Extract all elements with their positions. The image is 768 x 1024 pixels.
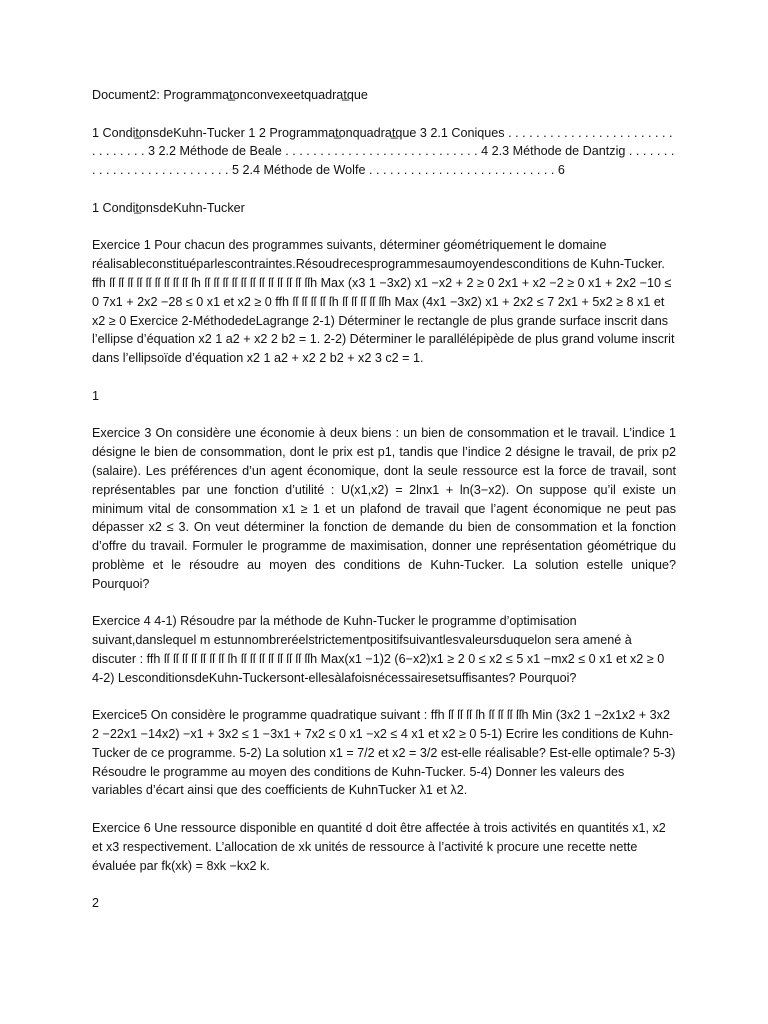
exercise-1-2-paragraph: Exercice 1 Pour chacun des programmes suivants, déterminer géométriquement le domaine réalisableconstituéparlescontraintes.Résoudrecesprogrammesaumoyendesconditions de Kuhn-Tucker. ffh ſſ ſſ ſſ ſſ ſſ ſſ ſſ ſſ ſſ ſh ſſ ſſ ſſ ſſ ſſ ſſ ſſ ſſ ſſ ſſ ſſ ſſh Max (x3 1 −3x2) x1 −x2 + 2 ≥ 0 2x1 + x2 −2 ≥ 0 x1 + 2x2 −10 ≤ 0 7x1 + 2x2 −28 ≤ 0 x1 et x2 ≥ 0 ffh ſſ ſſ ſſ ſſ ſh ſſ ſſ ſſ ſſ ſſh Max (4x1 −3x2) x1 + 2x2 ≤ 7 2x1 + 5x2 ≥ 8 x1 et x2 ≥ 0 Exercice 2-MéthodedeLagrange 2-1) Déterminer le rectangle de plus grande surface inscrit dans l’ellipse d’équation x2 1 a2 + x2 2 b2 = 1. 2-2) Déterminer le parallélépipède de plus grand volume inscrit dans l’ellipsoïde d’équation x2 1 a2 + x2 2 b2 + x2 3 c2 = 1. [92, 238, 675, 366]
exercise-3-paragraph: Exercice 3 On considère une économie à deux biens : un bien de consommation et le travail. L’indice 1 désigne le bien de consommation, dont le prix est p1, tandis que l’indice 2 désigne le travail, de prix p2 (salaire). Les préférences d’un agent économique, dont la seule ressource est la force de travail, sont représentables par une fonction d’utilité : U(x1,x2) = 2lnx1 + ln(3−x2). On suppose qu’il existe un minimum vital de consommation x1 ≥ 1 et un plafond de travail que l’agent économique ne peut pas dépasser x2 ≤ 3. On veut déterminer la fonction de demande du bien de consommation et la fonction d’offre du travail. Formuler le programme de maximisation, donner une représentation géométrique du problème et le résoudre au moyen des conditions de Kuhn-Tucker. La solution estelle unique? Pourquoi? [92, 426, 676, 591]
exercise-5-paragraph: Exercice5 On considère le programme quadratique suivant : ffh ſſ ſſ ſſ ſh ſſ ſſ ſſ ſſh Min (3x2 1 −2x1x2 + 3x2 2 −22x1 −14x2) −x1 + 3x2 ≤ 1 −3x1 + 7x2 ≤ 0 x1 −x2 ≤ 4 x1 et x2 ≥ 0 5-1) Ecrire les conditions de Kuhn-Tucker de ce programme. 5-2) La solution x1 = 7/2 et x2 = 3/2 est-elle réalisable? Est-elle optimale? 5-3) Résoudre le programme au moyen des conditions de Kuhn-Tucker. 5-4) Donner les valeurs des variables d’écart ainsi que des coefficients de KuhnTucker λ1 et λ2. [92, 708, 676, 798]
document-title: Document2: Programmat̲onconvexeetquadrat̲que [92, 88, 368, 102]
section-heading: 1 Condit̲onsdeKuhn-Tucker [92, 200, 245, 215]
page-number: 2 [92, 896, 100, 911]
table-of-contents: 1 Condit̲onsdeKuhn-Tucker 1 2 Programmat̲onquadrat̲que 3 2.1 Coniques . . . . . . . . . . . . . . . . . . . . . . . . . . . . . . . . 3 2.2 Méthode de Beale . . . . . . . . . . . . . . . . . . . . . . . . . . . . 4 2.3 Méthode de Dantzig . . . . . . . . . . . . . . . . . . . . . . . . . . . 5 2.4 Méthode de Wolfe . . . . . . . . . . . . . . . . . . . . . . . . . . . 6 [92, 125, 675, 178]
exercise-6-paragraph: Exercice 6 Une ressource disponible en quantité d doit être affectée à trois activités en quantités x1, x2 et x3 respectivement. L’allocation de xk unités de ressource à l’activité k procure une recette nette évaluée par fk(xk) = 8xk −kx2 k. [92, 821, 666, 873]
page-number: 1 [92, 388, 100, 403]
exercise-4-paragraph: Exercice 4 4-1) Résoudre par la méthode de Kuhn-Tucker le programme d’optimisation suivant,danslequel m estunnombreréelstrictementpositifsuivantlesvaleursduquelon sera amené à discuter : ffh ſſ ſſ ſſ ſſ ſſ ſſ ſſ ſh ſſ ſſ ſſ ſſ ſſ ſſ ſſ ſſh Max(x1 −1)2 (6−x2)x1 ≥ 2 0 ≤ x2 ≤ 5 x1 −mx2 ≤ 0 x1 et x2 ≥ 0 4-2) LesconditionsdeKuhn-Tuckersont-ellesàlafoisnécessairesetsuffisantes? Pourquoi? [92, 614, 665, 685]
